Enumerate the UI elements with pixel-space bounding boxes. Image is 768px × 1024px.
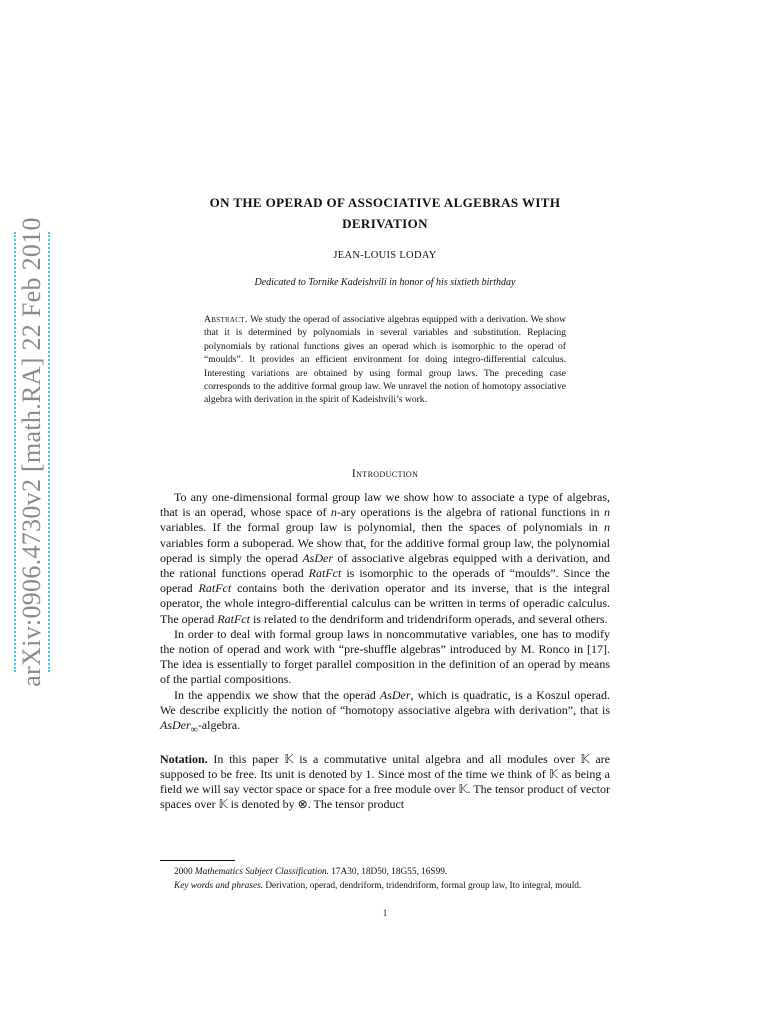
paragraph-2: In order to deal with formal group laws in noncommutative variables, one has to modify the notion of operad and work with “pre-shuffle algebras” introduced by M. Ronco in [17]. The idea is essentially to forget parallel composition in the definition of an operad by means of the partial compositions. <box>160 626 610 687</box>
msc-year: 2000 <box>174 867 195 877</box>
notation-label: Notation. <box>160 751 208 766</box>
notation-text: In this paper 𝕂 is a commutative unital algebra and all modules over 𝕂 are supposed to be free. Its unit is denoted by 1. Since most of the time we think of 𝕂 as being a field we will say vector space or space for a free module over 𝕂. The tensor product of vector spaces over 𝕂 is denoted by ⊗. The tensor product <box>160 751 610 812</box>
abstract-text: We study the operad of associative algebras equipped with a derivation. We show that it is determined by polynomials in several variables and substitution. Replacing polynomials by rational functions gives an operad which is isomorphic to the operad of “moulds”. It provides an efficient environment for doing integro-differential calculus. Interesting variations are obtained by using formal group laws. The preceding case corresponds to the additive formal group law. We unravel the notion of homotopy associative algebra with derivation in the spirit of Kadeishvili’s work. <box>204 314 566 406</box>
text-run: is related to the dendriform and tridendriform operads, and several others. <box>249 611 608 626</box>
title-line-2: DERIVATION <box>342 216 428 231</box>
introduction-body <box>160 490 610 812</box>
paragraph-1 <box>160 490 610 627</box>
section-heading-introduction: Introduction <box>351 466 419 480</box>
abstract-label: Abstract. <box>204 314 248 325</box>
keywords-text: Derivation, operad, dendriform, tridendriform, formal group law, Ito integral, mould. <box>263 880 582 891</box>
text-run: of associative algebras equipped with a derivation, and the rational functions operad <box>160 550 610 581</box>
page-number: 1 <box>382 908 388 918</box>
notation-paragraph <box>160 752 610 813</box>
text-run: variables. If the formal group law is polynomial, then the spaces of polynomials in <box>160 520 604 535</box>
text-run: contains both the derivation operator and its inverse, that is the integral operator, the whole integro-differential calculus can be written in terms of operadic calculus. The operad <box>160 581 610 626</box>
footnote-rule <box>160 860 235 861</box>
msc-label: Mathematics Subject Classification. <box>194 867 329 877</box>
footnote-keywords <box>160 880 610 894</box>
text-run: -ary operations is the algebra of rational functions in <box>336 505 605 520</box>
text-run: is isomorphic to the operads of “moulds”. Since the operad <box>160 566 610 596</box>
msc-codes: 17A30, 18D50, 18G55, 16S99. <box>328 867 448 877</box>
math-var: n <box>330 505 337 520</box>
subscript-infinity: ∞ <box>190 724 198 736</box>
abstract <box>204 313 566 407</box>
footnote-msc <box>160 866 610 880</box>
operad-name: RatFct <box>217 611 250 626</box>
text-run: To any one-dimensional formal group law we show how to associate a type of algebras, that is an operad, whose space of <box>160 490 610 520</box>
paragraph-3 <box>160 688 610 738</box>
arxiv-identifier: arXiv:0906.4730v2 [math.RA] 22 Feb 2010 <box>17 217 46 687</box>
operad-name: AsDer <box>379 687 411 702</box>
dedication: Dedicated to Tornike Kadeishvili in honor of his sixtieth birthday <box>254 277 516 288</box>
math-var: n <box>604 505 611 520</box>
text-run: , which is quadratic, is a Koszul operad. We describe explicitly the notion of “homotopy associative algebra with derivation”, that is <box>160 687 610 717</box>
title-line-1: ON THE OPERAD OF ASSOCIATIVE ALGEBRAS WITH <box>209 195 561 210</box>
math-var: n <box>604 520 610 535</box>
text-run: variables form a suboperad. We show that, for the additive formal group law, the polynomial operad is simply the operad <box>160 535 610 565</box>
operad-name: AsDer <box>160 718 191 733</box>
arxiv-stamp <box>14 217 50 687</box>
keywords-label: Key words and phrases. <box>174 880 264 891</box>
text-run: In the appendix we show that the operad <box>174 687 380 702</box>
operad-name: RatFct <box>198 581 232 596</box>
operad-name: AsDer <box>302 550 334 565</box>
operad-name: RatFct <box>308 566 342 581</box>
paper-title <box>160 192 610 234</box>
text-run: -algebra. <box>197 718 241 733</box>
footnotes <box>160 866 610 893</box>
author: JEAN-LOUIS LODAY <box>333 250 437 261</box>
